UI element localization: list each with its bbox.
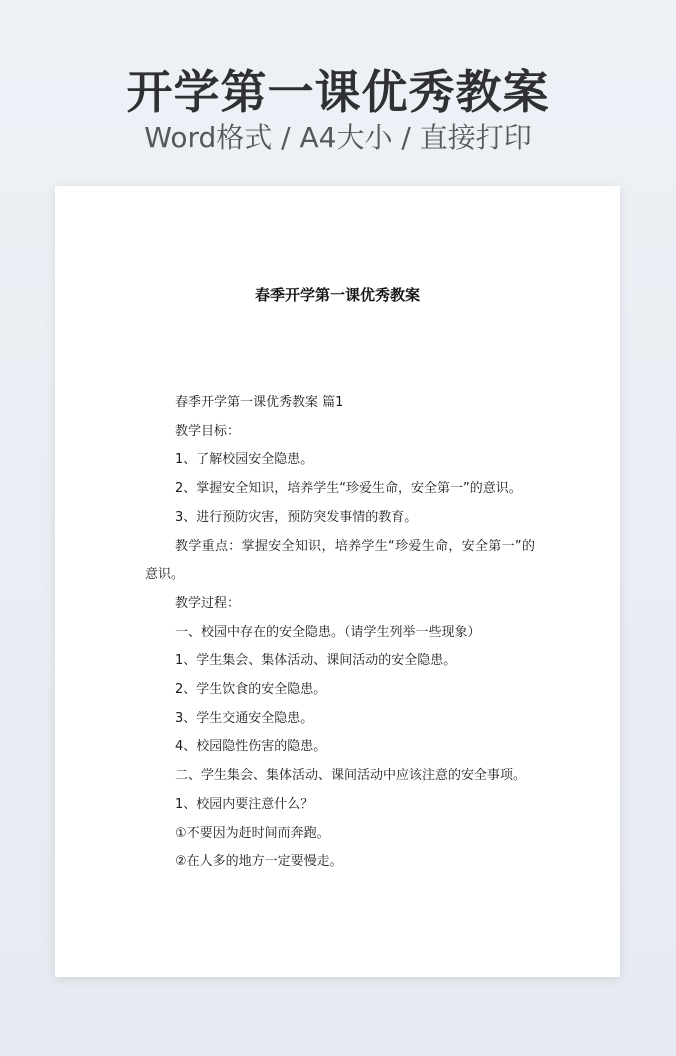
paragraph-rule-2: ②在人多的地方一定要慢走。 (175, 854, 343, 870)
banner-subtitle: Word格式 / A4大小 / 直接打印 (144, 121, 532, 154)
paragraph-objective-2: 2、掌握安全知识，培养学生“珍爱生命，安全第一”的意识。 (175, 481, 522, 497)
paragraph-section-heading: 春季开学第一课优秀教案 篇1 (175, 395, 344, 410)
paragraph-part-1-heading: 一、校园中存在的安全隐患。（请学生列举一些现象） (175, 624, 481, 640)
banner-title: 开学第一课优秀教案 (126, 65, 550, 119)
paragraph-objective-1: 1、了解校园安全隐患。 (175, 452, 314, 468)
paragraph-campus-question: 1、校园内要注意什么？ (175, 796, 314, 812)
paragraph-hazard-2: 2、学生饮食的安全隐患。 (175, 682, 327, 698)
paragraph-objective-3: 3、进行预防灾害，预防突发事情的教育。 (175, 509, 418, 525)
document-page (55, 186, 620, 977)
document-body (145, 389, 535, 877)
paragraph-process-label: 教学过程： (175, 595, 241, 611)
paragraph-hazard-3: 3、学生交通安全隐患。 (175, 710, 314, 726)
document-title: 春季开学第一课优秀教案 (254, 286, 420, 304)
paragraph-hazard-1: 1、学生集会、集体活动、课间活动的安全隐患。 (175, 653, 457, 669)
paragraph-key-points: 教学重点：掌握安全知识，培养学生“珍爱生命，安全第一”的意识。 (145, 538, 535, 583)
paragraph-objectives-label: 教学目标： (175, 423, 241, 439)
paragraph-part-2-heading: 二、学生集会、集体活动、课间活动中应该注意的安全事项。 (175, 768, 527, 784)
paragraph-rule-1: ①不要因为赶时间而奔跑。 (175, 825, 330, 841)
paragraph-hazard-4: 4、校园隐性伤害的隐患。 (175, 739, 327, 755)
